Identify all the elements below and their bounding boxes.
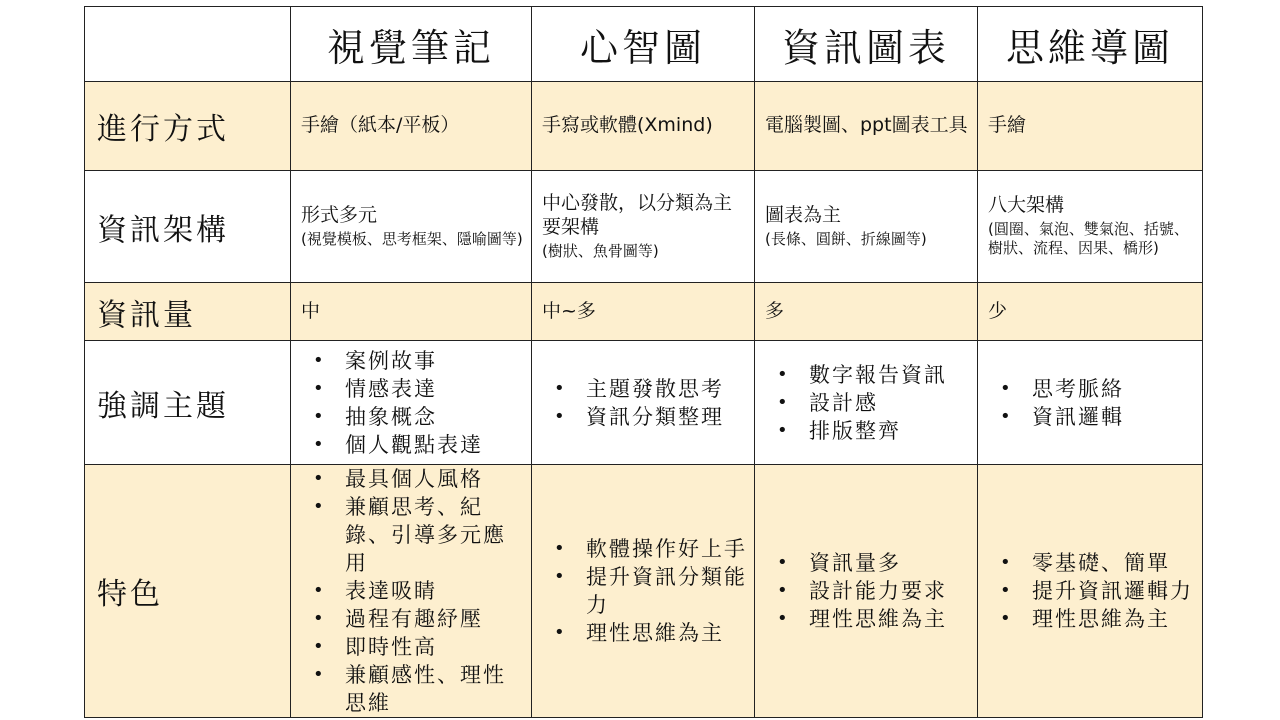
cell-features-visual-notes: [291, 465, 532, 718]
bullet-list: [765, 549, 973, 633]
bullet-list: [988, 375, 1198, 431]
bullet-item: • 資訊分類整理: [572, 403, 750, 431]
cell-method-visual-notes: [291, 82, 532, 171]
cell-text: 手繪: [988, 114, 1027, 137]
row-method: [85, 82, 1203, 171]
bullet-item: • 軟體操作好上手: [572, 535, 750, 563]
comparison-table: [84, 6, 1203, 718]
bullet-list: [988, 549, 1198, 633]
cell-text: 形式多元: [301, 203, 378, 226]
row-volume: [85, 283, 1203, 341]
bullet-item: • 數字報告資訊: [795, 361, 973, 389]
bullet-item: • 抽象概念: [331, 403, 527, 431]
row-structure: [85, 171, 1203, 283]
row-features: [85, 465, 1203, 718]
cell-text: 手繪（紙本/平板）: [301, 114, 460, 137]
cell-theme-mind-map: [532, 341, 755, 465]
header-row: [85, 7, 1203, 82]
bullet-item: • 兼顧感性、理性思維: [331, 661, 527, 717]
cell-note: (視覺模板、思考框架、隱喻圖等): [301, 229, 523, 248]
bullet-item: • 資訊量多: [795, 549, 973, 577]
bullet-item: • 理性思維為主: [572, 619, 750, 647]
bullet-item: • 表達吸睛: [331, 577, 527, 605]
cell-volume-mind-map: 中~多: [532, 283, 755, 341]
bullet-list: [542, 535, 750, 647]
cell-note: (長條、圓餅、折線圖等): [765, 229, 927, 248]
bullet-item: • 理性思維為主: [795, 605, 973, 633]
corner-cell: [85, 7, 291, 82]
cell-theme-thinking-map: [978, 341, 1203, 465]
row-label-volume: 資訊量: [85, 283, 291, 341]
cell-features-mind-map: [532, 465, 755, 718]
row-label-structure: 資訊架構: [85, 171, 291, 283]
bullet-item: • 案例故事: [331, 347, 527, 375]
bullet-item: • 最具個人風格: [331, 465, 527, 493]
bullet-item: • 排版整齊: [795, 417, 973, 445]
cell-text: 電腦製圖、ppt圖表工具: [765, 114, 968, 137]
cell-structure-visual-notes: [291, 171, 532, 283]
column-title-infographic: 資訊圖表: [755, 7, 978, 82]
bullet-item: • 設計感: [795, 389, 973, 417]
cell-note: (圓圈、氣泡、雙氣泡、括號、樹狀、流程、因果、橋形): [988, 219, 1189, 258]
cell-volume-thinking-map: 少: [978, 283, 1203, 341]
cell-text: 手寫或軟體(Xmind): [542, 114, 713, 137]
bullet-list: [765, 361, 973, 445]
bullet-item: • 設計能力要求: [795, 577, 973, 605]
cell-structure-mind-map: [532, 171, 755, 283]
cell-structure-thinking-map: [978, 171, 1203, 283]
column-title-thinking-map: 思維導圖: [978, 7, 1203, 82]
bullet-item: • 主題發散思考: [572, 375, 750, 403]
bullet-item: • 過程有趣紓壓: [331, 605, 527, 633]
bullet-item: • 個人觀點表達: [331, 431, 527, 459]
cell-method-thinking-map: [978, 82, 1203, 171]
bullet-list: [542, 375, 750, 431]
bullet-list: [301, 465, 527, 717]
cell-method-mind-map: [532, 82, 755, 171]
bullet-item: • 資訊邏輯: [1018, 403, 1198, 431]
cell-volume-visual-notes: 中: [291, 283, 532, 341]
column-title-mind-map: 心智圖: [532, 7, 755, 82]
cell-note: (樹狀、魚骨圖等): [542, 241, 659, 260]
cell-theme-visual-notes: [291, 341, 532, 465]
row-label-theme: 強調主題: [85, 341, 291, 465]
cell-features-thinking-map: [978, 465, 1203, 718]
cell-features-infographic: [755, 465, 978, 718]
bullet-item: • 理性思維為主: [1018, 605, 1198, 633]
bullet-item: • 提升資訊邏輯力: [1018, 577, 1198, 605]
column-title-visual-notes: 視覺筆記: [291, 7, 532, 82]
cell-text: 八大架構: [988, 194, 1065, 217]
bullet-item: • 即時性高: [331, 633, 527, 661]
cell-theme-infographic: [755, 341, 978, 465]
bullet-list: [301, 347, 527, 459]
row-label-method: 進行方式: [85, 82, 291, 171]
row-label-features: 特色: [85, 465, 291, 718]
bullet-item: • 思考脈絡: [1018, 375, 1198, 403]
cell-text: 圖表為主: [765, 203, 842, 226]
row-theme: [85, 341, 1203, 465]
cell-volume-infographic: 多: [755, 283, 978, 341]
cell-text: 中心發散，以分類為主要架構: [542, 192, 733, 238]
cell-method-infographic: [755, 82, 978, 171]
bullet-item: • 零基礎、簡單: [1018, 549, 1198, 577]
bullet-item: • 提升資訊分類能力: [572, 563, 750, 619]
cell-structure-infographic: [755, 171, 978, 283]
bullet-item: • 情感表達: [331, 375, 527, 403]
bullet-item: • 兼顧思考、紀錄、引導多元應用: [331, 493, 527, 577]
